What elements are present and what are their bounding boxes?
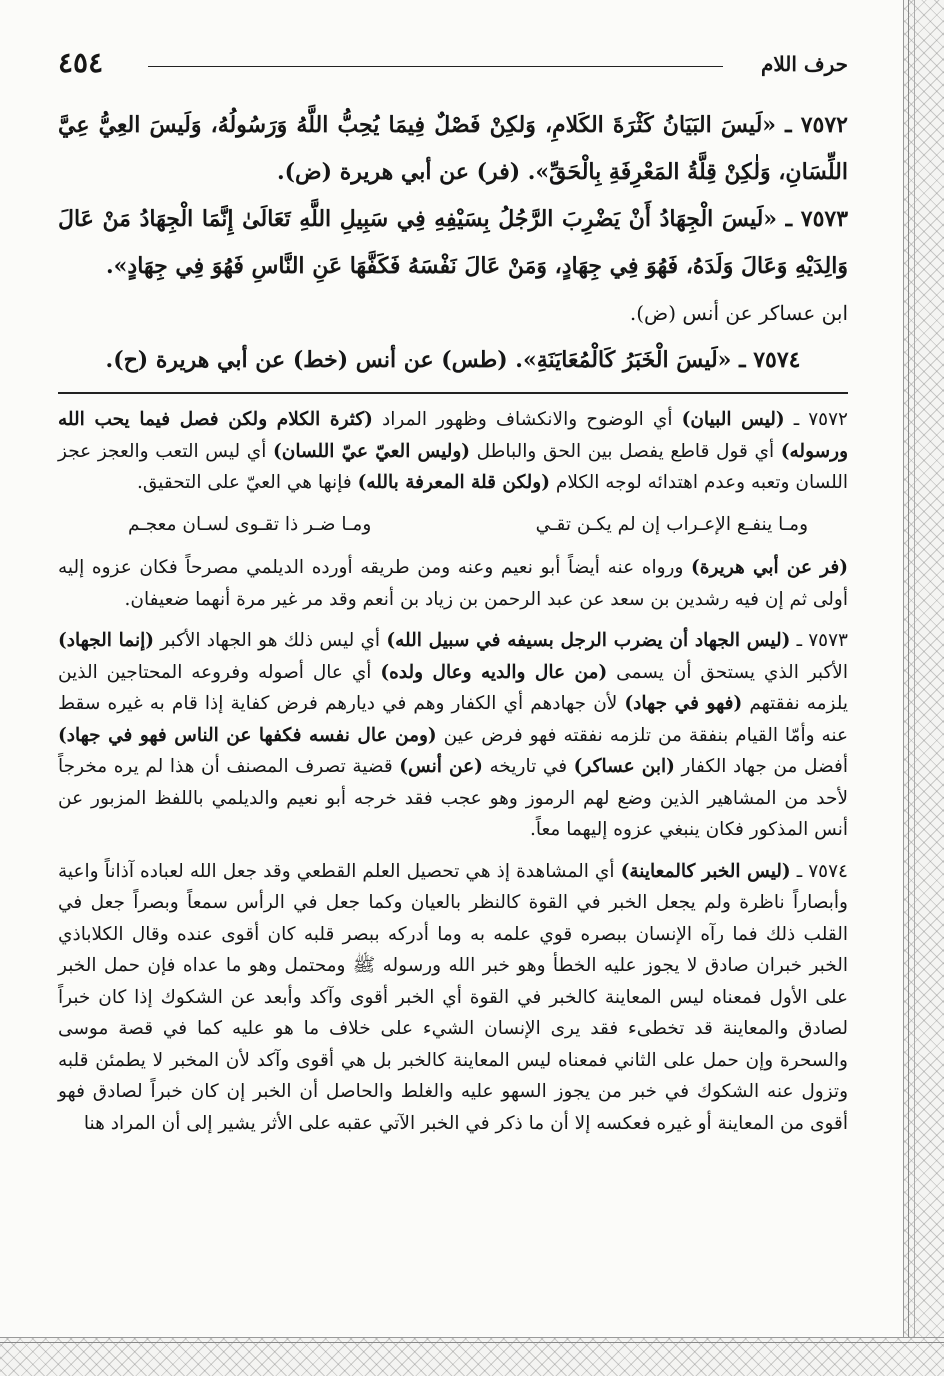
poetry-verse	[58, 509, 848, 541]
quoted-phrase: (كثرة الكلام ولكن فصل فيما يحب الله ورسوله)	[58, 409, 848, 462]
quoted-phrase: (فهو في جهاد)	[624, 693, 743, 714]
verse-first-hemistich: ومـا ينفـع الإعـراب إن لم يكـن تقـي	[535, 513, 808, 535]
commentary-7572	[58, 404, 848, 499]
page-number: ٤٥٤	[58, 46, 104, 79]
hadith-7572: ٧٥٧٢ ـ «لَيسَ البَيَانُ كَثْرَةَ الكَلامِ، وَلكِنْ فَصْلٌ فِيمَا يُحِبُّ اللَّهُ وَرَسُولُهُ، وَلَيسَ العِيُّ عِيَّ اللِّسَانِ، وَلٰكِنْ قِلَّةُ المَعْرِفَةِ بِالْحَقِّ». (فر) عن أبي هريرة (ض).	[58, 112, 848, 185]
commentary-text: الأكبر الذي يستحق أن يسمى	[607, 661, 848, 683]
commentary-text: أي الوضوح والانكشاف وظهور المراد	[372, 409, 682, 430]
chapter-title: حرف اللام	[760, 52, 848, 76]
commentary-text: ورواه عنه أيضاً أبو نعيم وعنه ومن طريقه أورده الديلمي مصرحاً فكان عزوه إليه أولى ثم إن فيه رشدين بن سعد عن عبد الرحمن بن زياد بن أنعم وقد مر غير مرة أنهما ضعيفان.	[58, 557, 848, 610]
commentary-number: ٧٥٧٢ ـ	[784, 409, 848, 430]
quoted-phrase: (ومن عال نفسه فكفها عن الناس فهو في جهاد)	[58, 724, 437, 746]
quoted-phrase: (فر عن أبي هريرة)	[691, 557, 848, 578]
section-divider	[58, 392, 848, 394]
page-header	[58, 46, 848, 88]
quoted-phrase: (ولكن قلة المعرفة بالله)	[357, 472, 550, 493]
commentary-number: ٧٥٧٤ ـ	[790, 860, 848, 882]
hadith-7574: ٧٥٧٤ ـ «لَيسَ الْخَبَرُ كَالْمُعَايَنَةِ». (طس) عن أنس (خط) عن أبي هريرة (ح).	[105, 347, 801, 373]
header-rule	[148, 66, 723, 67]
commentary-text: لأن جهادهم أي الكفار وهم في ديارهم فرض كفاية إذا قام به غيره سقط عنه وأمّا القيام بنفقة من تلزمه نفقته فهو فرض عين	[58, 693, 848, 746]
commentary-text: قضية تصرف المصنف أن هذا لم يره مخرجاً لأحد من المشاهير الذين وضع لهم الرموز وهو عجب فقد خرجه أبو نعيم والديلمي باللفظ المزبور عن أنس المذكور فكان ينبغي عزوه إليهما معاً.	[58, 756, 848, 840]
commentary-7574	[58, 856, 848, 1140]
quoted-phrase: (ابن عساكر)	[573, 756, 675, 777]
commentary-text: فإنها هي العيّ على التحقيق.	[136, 472, 358, 493]
commentary-number: ٧٥٧٣ ـ	[790, 630, 848, 651]
ornamental-border-bottom	[0, 1337, 944, 1376]
commentary-text: أي قول قاطع يفصل بين الحق والباطل	[470, 440, 781, 462]
commentary-text: أفضل من جهاد الكفار	[674, 756, 848, 777]
hadith-text-block	[58, 102, 848, 384]
quoted-phrase: (من عال والديه وعال ولده)	[380, 661, 608, 683]
commentary-text: أي ليس ذلك هو الجهاد الأكبر	[154, 630, 387, 651]
commentary-text: أي المشاهدة إذ هي تحصيل العلم القطعي وقد جعل الله لعباده آذاناً واعية وأبصاراً ناظرة ولم يجعل الخبر في القوة كالنظر بالعيان وكما جعل في الرأس سمعاً وبصراً جعل في القلب ذلك فما رآه الإنسان ببصره قوي علمه به وما أدركه ببصر قلبه كان أقوى عنده وقال الكلاباذي الخبر خبران صادق لا يجوز عليه الخطأ وهو خبر الله ورسوله ﷺ ومحتمل وهو ما عداه فإن حمل الخبر على الأول فمعناه ليس المعاينة كالخبر في القوة أي الخبر أقوى وآكد وأبعد عن الشكوك إذا كان خبراً لصادق والمعاينة قد تخطىء فقد يرى الإنسان الشيء على خلاف ما هو عليه كما في قصة موسى والسحرة وإن حمل على الثاني فمعناه ليس المعاينة كالخبر بل هي أقوى وآكد لأن المخبر لا يطمئن قلبه وتزول عنه الشكوك في خبر من يجوز السهو عليه والغلط والحاصل أن الخبر إن كان خبراً لصادق فهو أقوى من المعاينة أو غيره فعكسه إلا أن ما ذكر في الخبر الآتي عقبه على الأثر يشير إلى أن المراد هنا	[58, 860, 848, 1134]
quoted-phrase: (وليس العيّ عيّ اللسان)	[273, 440, 471, 462]
commentary-text: أي ليس التعب والعجز عجز اللسان وتعبه وعدم اهتدائه لوجه الكلام	[58, 440, 848, 493]
quoted-phrase: (ليس الخبر كالمعاينة)	[620, 860, 791, 882]
hadith-7573: ٧٥٧٣ ـ «لَيسَ الْجِهَادُ أَنْ يَضْرِبَ الرَّجُلُ بِسَيْفِهِ فِي سَبِيلِ اللَّهِ تَعَالَىٰ إِنَّمَا الْجِهَادُ مَنْ عَالَ وَالِدَيْهِ وَعَالَ وَلَدَهُ، فَهُوَ فِي جِهَادٍ، وَمَنْ عَالَ نَفْسَهُ فَكَفَّهَا عَنِ النَّاسِ فَهُوَ فِي جِهَادٍ».	[58, 206, 849, 279]
commentary-7572-source	[58, 552, 848, 615]
quoted-phrase: (عن أنس)	[399, 756, 483, 777]
quoted-phrase: (إنما الجهاد)	[58, 630, 155, 651]
commentary-text: في تاريخه	[482, 756, 574, 777]
verse-second-hemistich: ومـا ضـر ذا تقـوى لسـان معجـم	[128, 513, 372, 535]
hadith-7573-source: ابن عساكر عن أنس (ض).	[629, 301, 848, 325]
quoted-phrase: (ليس الجهاد أن يضرب الرجل بسيفه في سبيل الله)	[386, 630, 791, 651]
quoted-phrase: (ليس البيان)	[681, 409, 785, 430]
commentary-block	[58, 404, 848, 1149]
commentary-7573	[58, 625, 848, 846]
ornamental-border-right	[903, 0, 944, 1376]
commentary-text: أي عال أصوله وفروعه المحتاجين الذين يلزمه نفقتهم	[58, 661, 849, 714]
